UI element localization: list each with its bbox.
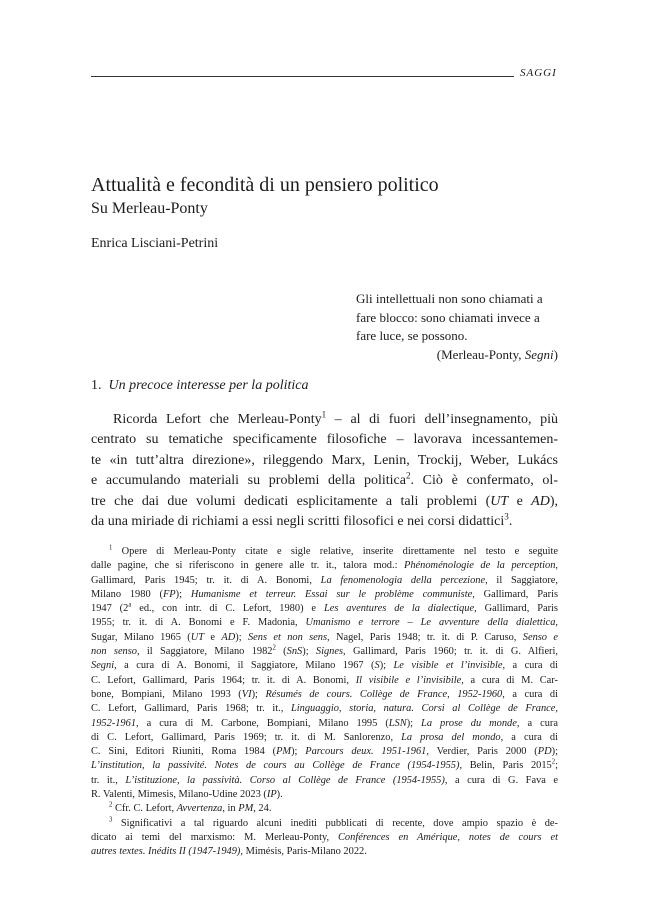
footnote-line: tr. it., L’istituzione, la passività. Corso al Collège de France (1954-1955), a cura di G. Fava e	[91, 774, 558, 786]
epigraph-line: fare luce, se possono.	[356, 328, 468, 343]
footnote-line: bone, Bompiani, Milano 1993 (VI); Résumés de cours. Collège de France, 1952-1960, a cura di	[91, 688, 558, 700]
footnote-line: $^3$ Significativi a tal riguardo alcuni inediti pubblicati di recente, dove ampio spazio è de-	[109, 816, 558, 829]
article-author: Enrica Lisciani-Petrini	[91, 236, 219, 251]
section-label: SAGGI	[520, 67, 557, 79]
footnote-line: Segni, a cura di A. Bonomi, il Saggiatore, Milano 1967 (S); Le visible et l’invisible, a cura di	[91, 660, 558, 672]
article-subtitle: Su Merleau-Ponty	[91, 200, 208, 217]
footnote-line: C. Sini, Editori Riuniti, Roma 1984 (PM); Parcours deux. 1951-1961, Verdier, Paris 2000 (PD);	[91, 746, 558, 758]
epigraph	[356, 290, 558, 364]
footnotes	[91, 545, 558, 860]
footnote-line: $^2$ Cfr. C. Lefort, Avvertenza, in PM, 24.	[109, 801, 272, 815]
footnote-line: non senso, il Saggiatore, Milano 1982$^2$ (SnS); Signes, Gallimard, Paris 1960; tr. it. di G. Alfieri,	[91, 644, 559, 658]
footnote-mark: 3	[109, 816, 113, 824]
section-heading	[91, 378, 308, 394]
footnote-ref[interactable]: 2	[405, 470, 411, 481]
footnote-line: R. Valenti, Mimesis, Milano-Udine 2023 (IP).	[91, 789, 283, 801]
footnote-line: 1952-1961, a cura di M. Carbone, Bompiani, Milano 1995 (LSN); La prose du monde, a cura	[91, 717, 558, 729]
footnote-ref[interactable]: 1	[321, 409, 327, 420]
footnote-ref[interactable]: 3	[504, 511, 509, 522]
header-rule	[91, 76, 514, 77]
body-line: centrato su tematiche specificamente filosofiche – lavorava incessantemen-	[91, 432, 558, 448]
section-number: 1.	[91, 378, 102, 393]
footnote-3	[91, 817, 558, 860]
footnote-mark: 1	[109, 544, 113, 552]
footnote-1	[91, 545, 558, 802]
footnote-line: L’institution, la passivité. Notes de cours au Collège de France (1954-1955), Belin, Paris 2015$^2$;	[91, 758, 558, 772]
epigraph-line: Gli intellettuali non sono chiamati a	[356, 291, 543, 306]
citation-title: Segni	[524, 346, 554, 362]
article-title: Attualità e fecondità di un pensiero politico	[91, 174, 439, 196]
body-line: tre che dai due volumi dedicati esplicitamente a tali problemi (UT e AD),	[91, 493, 558, 509]
body-line: da una miriade di richiami a essi negli scritti filosofici e nei corsi didattici$^3$.	[91, 511, 513, 530]
footnote-2	[91, 802, 558, 816]
footnote-line: Gallimard, Paris 1945; tr. it. di A. Bonomi, La fenomenologia della percezione, il Saggiatore,	[91, 574, 558, 586]
footnote-line: autres textes. Inédits II (1947-1949), Mimésis, Paris-Milano 2022.	[91, 846, 367, 858]
footnote-line: 1947 (2$^a$ ed., con intr. di C. Lefort, 1980) e Les aventures de la dialectique, Gallimard, Paris	[91, 601, 558, 615]
footnote-line: dalle pagine, che si riferiscono in genere alle tr. it., talora mod.: Phénoménologie de la perception,	[91, 560, 559, 572]
body-line: Ricorda Lefort che Merleau-Ponty$^1$ – al di fuori dell’insegnamento, più	[113, 409, 558, 427]
footnote-line: 1955; tr. it. di A. Bonomi e F. Madonia, Umanismo e terrore – Le avventure della dialettica,	[91, 617, 558, 629]
epigraph-line: fare blocco: sono chiamati invece a	[356, 309, 540, 325]
body-line: te «in tutt’altra direzione», rileggendo Marx, Lenin, Trockij, Weber, Lukács	[91, 452, 558, 468]
citation-author: (Merleau-Ponty,	[436, 346, 525, 362]
citation-close: )	[553, 346, 558, 362]
body-paragraph	[91, 410, 558, 532]
epigraph-text	[356, 290, 558, 346]
footnote-line: Sugar, Milano 1965 (UT e AD); Sens et non sens, Nagel, Paris 1948; tr. it. di P. Caruso, Senso e	[91, 631, 558, 643]
footnote-mark: 2	[109, 801, 113, 809]
footnote-line: dicato ai temi del marxismo: M. Merleau-Ponty, Conférences en Amérique, notes de cours et	[91, 831, 558, 843]
body-line: e accumulando materiali su problemi della politica$^2$. Ciò è confermato, ol-	[91, 470, 558, 489]
footnote-line: C. Lefort, Gallimard, Paris 1964; tr. it. di A. Bonomi, Il visibile e l’invisibile, a cura di M. Car-	[91, 674, 559, 686]
footnote-line: di C. Lefort, Gallimard, Paris 1969; tr. it. di M. Sanlorenzo, La prosa del mondo, a cura di	[91, 731, 558, 743]
footnote-line: C. Lefort, Gallimard, Paris 1968; tr. it., Linguaggio, storia, natura. Corsi al Collège de France,	[91, 703, 558, 715]
footnote-line: $^1$ Opere di Merleau-Ponty citate e sigle relative, inserite direttamente nel testo e seguite	[109, 544, 558, 557]
section-title: Un precoce interesse per la politica	[108, 378, 309, 393]
epigraph-citation	[356, 346, 558, 365]
footnote-line: Milano 1980 (FP); Humanisme et terreur. Essai sur le problème communiste, Gallimard, Paris	[91, 588, 558, 600]
